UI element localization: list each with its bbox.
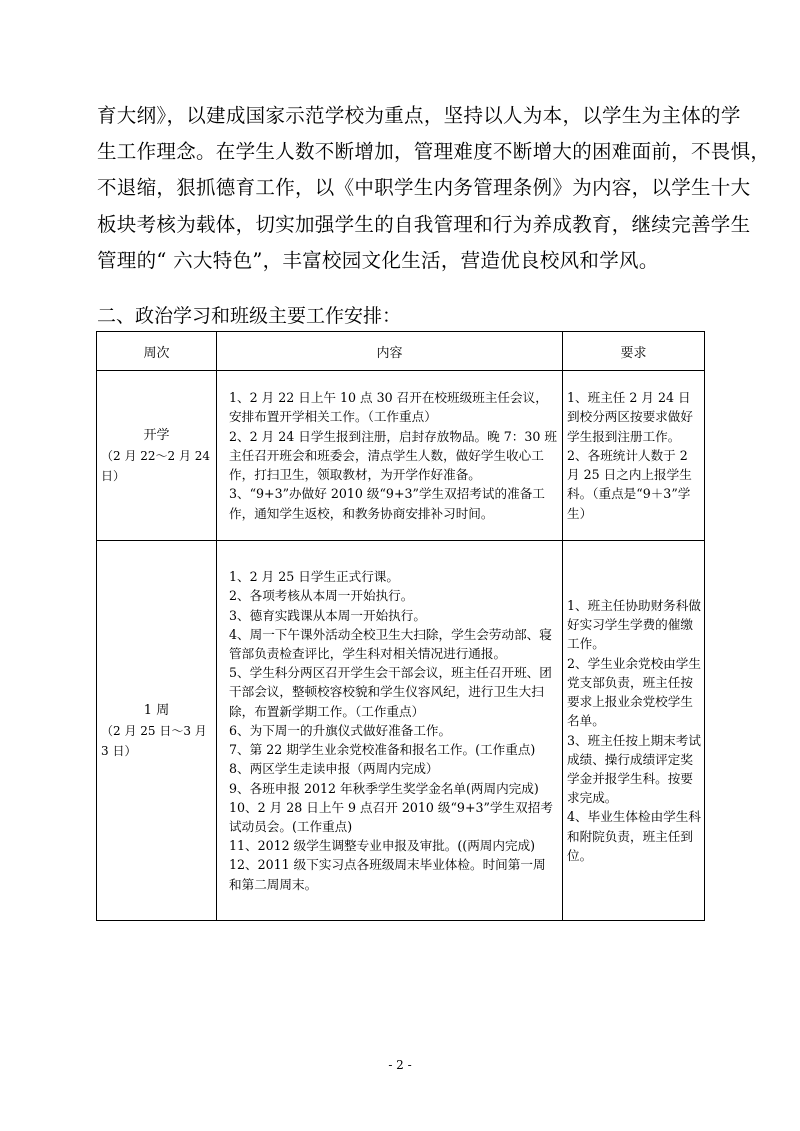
content-item: 5、学生科分两区召开学生会干部会议，班主任召开班、团干部会议，整顿校容校貌和学生仪容风纪，进行卫生大扫除，布置新学期工作。（工作重点） <box>229 665 552 719</box>
week-range: （2 月 22～2 月 24 日） <box>101 448 211 483</box>
content-item: 3、“9+3”办做好 2010 级“9+3”学生双招考试的准备工作，通知学生返校，和教务协商安排补习时间。 <box>229 486 545 521</box>
content-item: 3、德育实践课从本周一开始执行。 <box>229 607 426 623</box>
intro-paragraph <box>97 98 771 279</box>
table-row <box>97 371 705 541</box>
requirements-cell <box>563 541 705 921</box>
table-header-row <box>97 332 705 371</box>
content-item: 7、第 22 期学生业余党校准备和报名工作。(工作重点) <box>229 742 536 758</box>
content-item: 6、为下周一的升旗仪式做好准备工作。 <box>229 722 452 738</box>
content-item: 8、两区学生走读申报（两周内完成） <box>229 761 439 777</box>
intro-line: 生工作理念。在学生人数不断增加，管理难度不断增大的困难面前，不畏惧， <box>97 140 771 164</box>
requirement-item: 3、班主任按上期末考试成绩、操行成绩评定奖学金并报学生科。按要求完成。 <box>567 732 701 806</box>
week-name: 1 周 <box>143 702 170 718</box>
requirement-item: 2、各班统计人数于 2 月 25 日之内上报学生科。（重点是“9＋3”学生） <box>567 447 692 521</box>
week-range: （2 月 25 日～3 月 3 日） <box>101 723 207 758</box>
week-cell <box>97 371 217 541</box>
intro-line: 管理的“ 六大特色”，丰富校园文化生活，营造优良校风和学风。 <box>97 248 659 272</box>
content-item: 10、2 月 28 日上午 9 点召开 2010 级“9+3”学生双招考试动员会。(工作重点) <box>229 799 553 834</box>
table-row <box>97 541 705 921</box>
requirement-item: 1、班主任协助财务科做好实习学生学费的催缴工作。 <box>567 598 701 652</box>
content-item: 12、2011 级下实习点各班级周末毕业体检。时间第一周和第二周周末。 <box>229 857 546 892</box>
content-item: 4、周一下午课外活动全校卫生大扫除，学生会劳动部、寝管部负责检查评比，学生科对相关情况进行通报。 <box>229 626 552 662</box>
content-item: 9、各班申报 2012 年秋季学生奖学金名单(两周内完成) <box>229 780 539 796</box>
intro-line: 板块考核为载体，切实加强学生的自我管理和行为养成教育，继续完善学生 <box>97 212 751 236</box>
header-content: 内容 <box>217 332 563 371</box>
requirements-cell <box>563 371 705 541</box>
content-item: 2、2 月 24 日学生报到注册，启封存放物品。晚 7：30 班主任召开班会和班委会，清点学生人数，做好学生收心工作，打扫卫生，领取教材，为开学作好准备。 <box>229 428 557 483</box>
week-cell <box>97 541 217 921</box>
content-item: 1、2 月 22 日上午 10 点 30 召开在校班级班主任会议，安排布置开学相关工作。（工作重点） <box>229 390 548 425</box>
content-cell <box>217 371 563 541</box>
work-plan-table <box>96 331 705 921</box>
header-requirements: 要求 <box>563 332 705 371</box>
header-week: 周次 <box>97 332 217 371</box>
content-cell <box>217 541 563 921</box>
requirement-item: 2、学生业余党校由学生党支部负责，班主任按要求上报业余党校学生名单。 <box>567 655 701 729</box>
content-item: 11、2012 级学生调整专业申报及审批。((两周内完成) <box>229 838 536 854</box>
intro-line: 育大纲》，以建成国家示范学校为重点，坚持以人为本，以学生为主体的学 <box>97 104 741 127</box>
page-number: - 2 - <box>388 1058 412 1072</box>
content-item: 1、2 月 25 日学生正式行课。 <box>229 569 399 585</box>
week-name: 开学 <box>143 427 170 443</box>
requirement-item: 4、毕业生体检由学生科和附院负责，班主任到位。 <box>567 809 701 863</box>
requirement-item: 1、班主任 2 月 24 日到校分两区按要求做好学生报到注册工作。 <box>567 390 693 444</box>
section-title: 二、政治学习和班级主要工作安排： <box>97 305 402 327</box>
intro-line: 不退缩，狠抓德育工作，以《中职学生内务管理条例》为内容，以学生十大 <box>97 176 751 200</box>
content-item: 2、各项考核从本周一开始执行。 <box>229 588 414 604</box>
